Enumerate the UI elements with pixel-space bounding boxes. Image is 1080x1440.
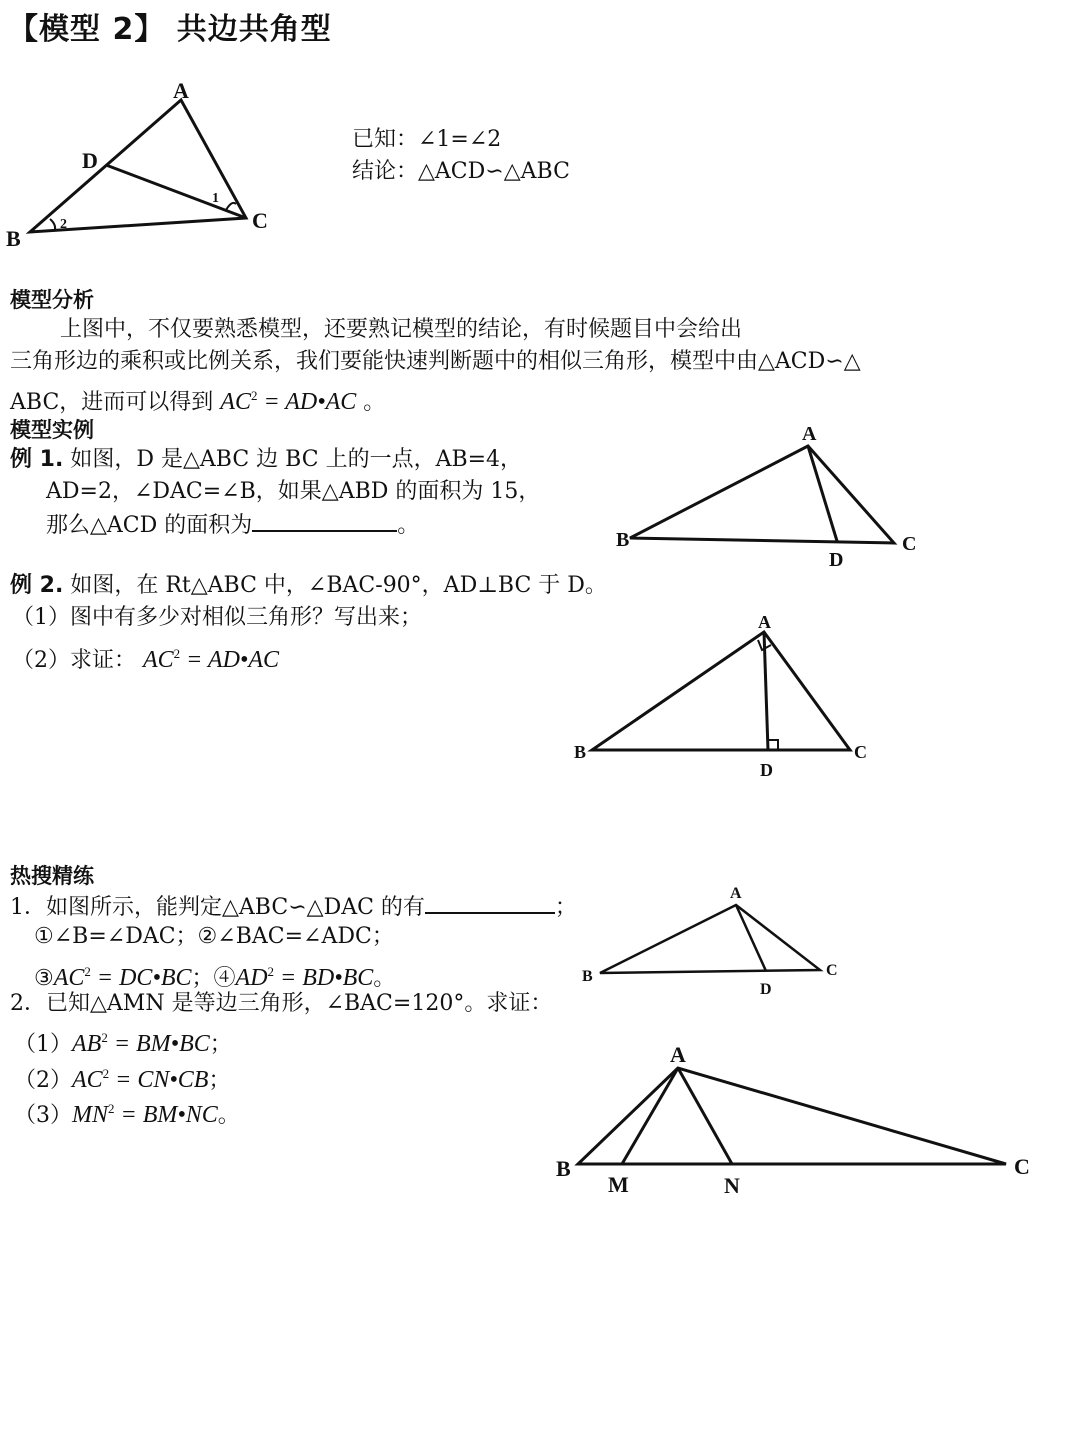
model-conclusion: 结论：△ACD∽△ABC: [352, 159, 570, 184]
svg-text:A: A: [670, 1042, 686, 1067]
label-a: A: [173, 78, 189, 103]
svg-text:D: D: [760, 981, 772, 998]
model-figure: [0, 78, 290, 251]
p1-figure: [576, 880, 856, 1000]
ex2-q2: （2）求证： $AC^2$ = AD•AC: [12, 646, 279, 673]
model-given: 已知：∠1=∠2: [352, 127, 502, 152]
label-b: B: [6, 226, 21, 251]
p2-q1: $(1)AB^2$ = BM•BC；: [14, 1030, 232, 1057]
label-angle-1: 1: [212, 191, 219, 206]
ex1-line-3: 那么△ACD 的面积为 。: [46, 508, 419, 542]
practice-heading: 热搜精练: [10, 864, 94, 888]
p2-q2: $(2)AC^2$ = CN•CB；: [14, 1066, 231, 1093]
ex2-triangle: [592, 632, 850, 750]
p1-options-line-1: ①∠B=∠DAC；②∠BAC=∠ADC；: [34, 924, 394, 949]
svg-text:B: B: [574, 742, 587, 762]
label-d: D: [82, 148, 98, 173]
ex2-formula: $AC^2$ = AD•AC: [143, 646, 279, 673]
ex1-label: 例 1.: [10, 447, 64, 472]
angle-2-arc: [50, 219, 55, 230]
triangle-abc: [30, 100, 246, 232]
angle-1-arc: [226, 203, 236, 210]
analysis-line-3-prefix: ABC，进而可以得到: [10, 390, 214, 415]
ex1-line-2: AD=2，∠DAC=∠B，如果△ABD 的面积为 15，: [46, 479, 541, 504]
svg-text:B: B: [582, 968, 593, 985]
svg-text:B: B: [556, 1156, 571, 1181]
p2-triangle-abc: [578, 1068, 1006, 1164]
p2-q3: $(3)MN^2$ = BM•NC。: [14, 1101, 240, 1128]
ex1-answer-blank[interactable]: [252, 508, 397, 532]
svg-text:D: D: [829, 549, 844, 571]
p1-line-1: 1．如图所示，能判定△ABC∽△DAC 的有 ；: [10, 890, 577, 924]
p1-triangle: [600, 905, 820, 973]
ex2-label: 例 2.: [10, 573, 64, 598]
analysis-line-1: 上图中，不仅要熟悉模型，还要熟记模型的结论，有时候题目中会给出: [60, 317, 743, 342]
label-c: C: [252, 208, 268, 233]
p2-q2-formula: $AC^2$ = CN•CB: [72, 1066, 209, 1093]
svg-text:A: A: [758, 612, 771, 632]
analysis-formula: $AC^2$ = AD•AC: [220, 388, 357, 415]
svg-text:A: A: [802, 423, 817, 445]
p2-segment-am: [622, 1068, 678, 1164]
ex2-figure: [570, 612, 870, 782]
svg-text:C: C: [902, 533, 917, 555]
p1-options-line-2: $③AC^2$ = DC•BC；$④AD^2$ = BD•BC。: [34, 964, 396, 991]
p2-q3-formula: $MN^2$ = BM•NC: [72, 1101, 218, 1128]
analysis-heading: 模型分析: [10, 288, 94, 312]
ex2-line-1: 例 2. 如图，在 Rt△ABC 中，∠BAC-90°，AD⊥BC 于 D。: [10, 573, 607, 598]
page-title: 【模型 2】 共边共角型: [8, 12, 332, 47]
svg-text:N: N: [724, 1173, 740, 1198]
analysis-line-2: 三角形边的乘积或比例关系，我们要能快速判断题中的相似三角形，模型中由△ACD∽△: [10, 349, 861, 374]
examples-heading: 模型实例: [10, 418, 94, 442]
svg-text:M: M: [608, 1172, 629, 1197]
p1-answer-blank[interactable]: [425, 890, 555, 914]
ex2-altitude-ad: [764, 632, 768, 750]
svg-text:A: A: [730, 885, 742, 902]
p1-option-3-formula: $AC^2$ = DC•BC: [53, 964, 192, 991]
ex1-line-1: 例 1. 如图，D 是△ABC 边 BC 上的一点，AB=4，: [10, 447, 523, 472]
svg-text:B: B: [616, 529, 630, 551]
p1-segment-ad: [736, 905, 766, 971]
segment-cd: [106, 165, 246, 218]
ex2-q1: （1）图中有多少对相似三角形？写出来；: [12, 605, 422, 630]
ex1-figure: [610, 420, 930, 570]
svg-text:D: D: [760, 760, 773, 780]
p1-option-4-formula: $AD^2$ = BD•BC: [235, 964, 374, 991]
p2-figure: [550, 1038, 1040, 1198]
analysis-line-3-suffix: 。: [363, 390, 386, 415]
ex1-triangle: [630, 446, 894, 543]
p2-q1-formula: $AB^2$ = BM•BC: [72, 1030, 210, 1057]
svg-text:C: C: [854, 742, 867, 762]
label-angle-2: 2: [60, 217, 67, 232]
svg-text:C: C: [1014, 1154, 1030, 1179]
p2-line-1: 2．已知△AMN 是等边三角形，∠BAC=120°。求证：: [10, 991, 553, 1016]
svg-text:C: C: [826, 962, 838, 979]
